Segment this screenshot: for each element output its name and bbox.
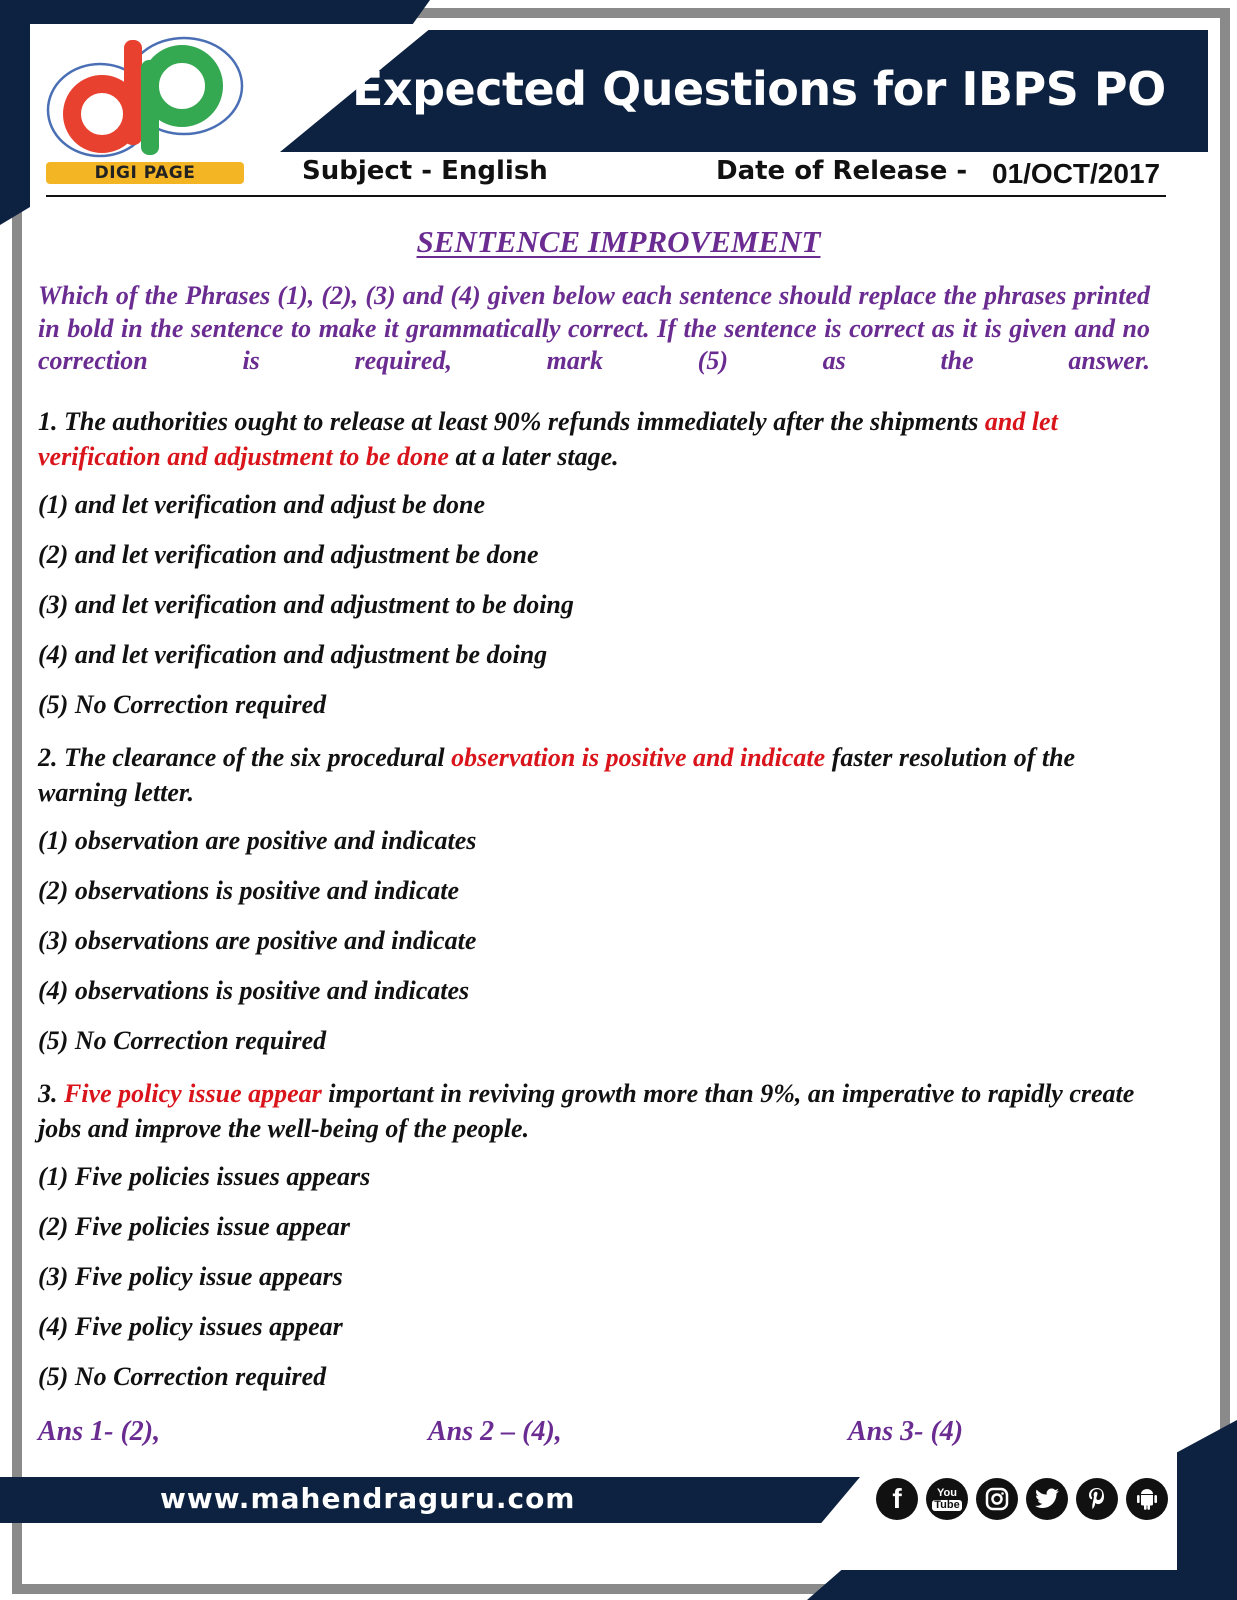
question-text: at a later stage. [448, 441, 619, 471]
highlighted-phrase: and let verification and adjustment to be done [38, 407, 1058, 471]
option-3-4: (4) Five policy issues appear [38, 1312, 343, 1341]
option-2-1: (1) observation are positive and indicates [38, 826, 477, 855]
option-3-1: (1) Five policies issues appears [38, 1162, 371, 1191]
question-text: faster resolution of the warning letter. [38, 743, 1076, 807]
answer-1: Ans 1- (2), [38, 1416, 161, 1447]
option-2-4: (4) observations is positive and indicates [38, 976, 470, 1005]
highlighted-phrase: observation is positive and indicate [451, 743, 826, 772]
question-3 [38, 1077, 1168, 1146]
question-text: important in reviving growth more than 9%, an imperative to rapidly create jobs and improve the well-being of the people. [38, 1079, 1135, 1143]
logo-badge: DIGI PAGE [46, 162, 244, 184]
release-date: 01/OCT/2017 [992, 158, 1161, 189]
option-3-5: (5) No Correction required [38, 1362, 327, 1391]
website-link[interactable]: www.mahendraguru.com [160, 1482, 576, 1515]
option-1-2: (2) and let verification and adjustment be done [38, 540, 539, 569]
option-1-4: (4) and let verification and adjustment be doing [38, 640, 548, 669]
option-2-2: (2) observations is positive and indicate [38, 876, 460, 905]
twitter-icon[interactable] [1026, 1478, 1068, 1520]
instagram-icon[interactable] [976, 1478, 1018, 1520]
facebook-icon[interactable]: f [876, 1478, 918, 1520]
answer-3: Ans 3- (4) [848, 1416, 964, 1447]
corner-decoration-left [0, 0, 30, 225]
social-links [876, 1478, 1168, 1520]
option-1-1: (1) and let verification and adjust be done [38, 490, 486, 519]
section-title: SENTENCE IMPROVEMENT [416, 224, 821, 259]
option-1-3: (3) and let verification and adjustment to be doing [38, 590, 574, 619]
instructions: Which of the Phrases (1), (2), (3) and (4) given below each sentence should replace the phrases printed in bold in the sentence to make it grammatically correct. If the sentence is correct as it is given and no correction is required, mark (5) as the answer. [38, 281, 1150, 375]
question-1 [38, 405, 1168, 474]
question-text: 3. [38, 1079, 64, 1108]
page-title: Expected Questions for IBPS PO [352, 62, 1166, 116]
question-2 [38, 741, 1168, 810]
option-1-5: (5) No Correction required [38, 690, 327, 719]
option-3-3: (3) Five policy issue appears [38, 1262, 343, 1291]
pinterest-icon[interactable] [1076, 1478, 1118, 1520]
digi-page-logo-icon [42, 30, 247, 160]
youtube-icon[interactable]: You Tube [926, 1478, 968, 1520]
subject-label: Subject - English [302, 156, 548, 186]
option-2-5: (5) No Correction required [38, 1026, 327, 1055]
corner-decoration-bottom [807, 1570, 1237, 1600]
option-2-3: (3) observations are positive and indicate [38, 926, 477, 955]
header-divider [46, 195, 1166, 197]
highlighted-phrase: Five policy issue appear [64, 1079, 322, 1108]
corner-decoration-top [0, 0, 430, 24]
answer-2: Ans 2 – (4), [428, 1416, 562, 1447]
release-date-label: Date of Release - [716, 156, 968, 186]
android-icon[interactable] [1126, 1478, 1168, 1520]
question-text: 1. The authorities ought to release at least 90% refunds immediately after the shipments [38, 407, 985, 436]
option-3-2: (2) Five policies issue appear [38, 1212, 350, 1241]
question-text: 2. The clearance of the six procedural [38, 743, 452, 772]
